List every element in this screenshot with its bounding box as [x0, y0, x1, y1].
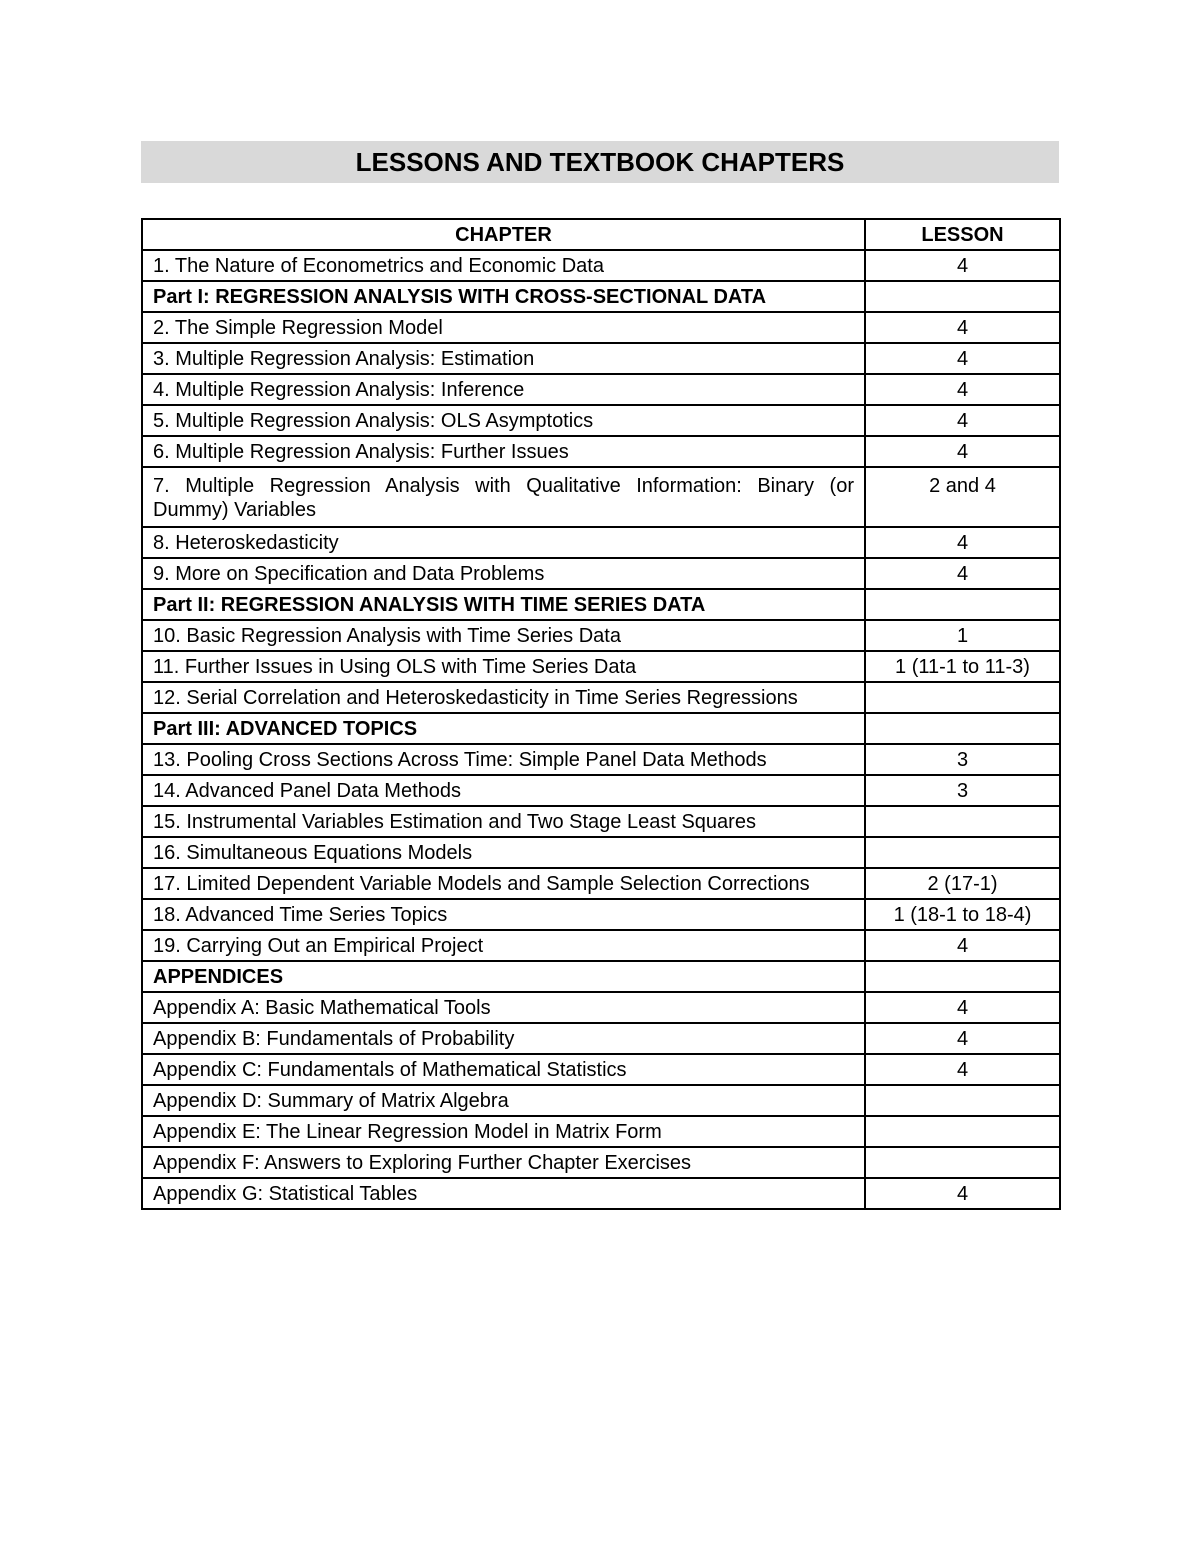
lesson-value — [865, 281, 1060, 312]
table-row — [142, 992, 1060, 1023]
section-header-row — [142, 281, 1060, 312]
lesson-value: 1 (18-1 to 18-4) — [865, 899, 1060, 930]
section-title: Part I: REGRESSION ANALYSIS WITH CROSS-SECTIONAL DATA — [142, 281, 865, 312]
table-body — [142, 250, 1060, 1209]
chapter-title: 14. Advanced Panel Data Methods — [142, 775, 865, 806]
chapter-title: Appendix A: Basic Mathematical Tools — [142, 992, 865, 1023]
table-row — [142, 1054, 1060, 1085]
table-row — [142, 467, 1060, 527]
lesson-value: 4 — [865, 1178, 1060, 1209]
lesson-value: 4 — [865, 343, 1060, 374]
title-bar — [141, 141, 1059, 183]
lesson-value: 4 — [865, 405, 1060, 436]
section-header-row — [142, 589, 1060, 620]
table-row — [142, 312, 1060, 343]
lesson-value: 1 (11-1 to 11-3) — [865, 651, 1060, 682]
lesson-value — [865, 589, 1060, 620]
chapter-title: 16. Simultaneous Equations Models — [142, 837, 865, 868]
lesson-value: 4 — [865, 527, 1060, 558]
lesson-value: 4 — [865, 250, 1060, 281]
chapter-title: 15. Instrumental Variables Estimation and Two Stage Least Squares — [142, 806, 865, 837]
table-row — [142, 436, 1060, 467]
table-row — [142, 651, 1060, 682]
table-row — [142, 744, 1060, 775]
table-row — [142, 837, 1060, 868]
chapter-title: 4. Multiple Regression Analysis: Inference — [142, 374, 865, 405]
table-row — [142, 1023, 1060, 1054]
table-row — [142, 1178, 1060, 1209]
section-title: Part II: REGRESSION ANALYSIS WITH TIME SERIES DATA — [142, 589, 865, 620]
section-title: Part III: ADVANCED TOPICS — [142, 713, 865, 744]
chapter-title: 8. Heteroskedasticity — [142, 527, 865, 558]
lesson-value: 4 — [865, 930, 1060, 961]
chapter-title: Appendix C: Fundamentals of Mathematical Statistics — [142, 1054, 865, 1085]
lesson-value — [865, 682, 1060, 713]
chapter-title: 1. The Nature of Econometrics and Economic Data — [142, 250, 865, 281]
chapter-title: Appendix F: Answers to Exploring Further Chapter Exercises — [142, 1147, 865, 1178]
chapter-title: 9. More on Specification and Data Problems — [142, 558, 865, 589]
lesson-value: 4 — [865, 436, 1060, 467]
chapter-title: 2. The Simple Regression Model — [142, 312, 865, 343]
lesson-value: 2 and 4 — [865, 467, 1060, 527]
chapter-title: 13. Pooling Cross Sections Across Time: Simple Panel Data Methods — [142, 744, 865, 775]
chapter-title: 11. Further Issues in Using OLS with Time Series Data — [142, 651, 865, 682]
lesson-value — [865, 806, 1060, 837]
lesson-value: 4 — [865, 558, 1060, 589]
chapter-title: 18. Advanced Time Series Topics — [142, 899, 865, 930]
table-row — [142, 527, 1060, 558]
chapters-table — [141, 218, 1061, 1210]
chapter-title: 3. Multiple Regression Analysis: Estimation — [142, 343, 865, 374]
lesson-value — [865, 713, 1060, 744]
table-row — [142, 374, 1060, 405]
lesson-value: 4 — [865, 312, 1060, 343]
lesson-value — [865, 1147, 1060, 1178]
lesson-value: 3 — [865, 775, 1060, 806]
table-row — [142, 405, 1060, 436]
table-header-row — [142, 219, 1060, 250]
chapter-title: Appendix E: The Linear Regression Model in Matrix Form — [142, 1116, 865, 1147]
page-title: LESSONS AND TEXTBOOK CHAPTERS — [355, 146, 845, 177]
table-row — [142, 682, 1060, 713]
chapter-title: 10. Basic Regression Analysis with Time Series Data — [142, 620, 865, 651]
lesson-value: 4 — [865, 374, 1060, 405]
lesson-value — [865, 837, 1060, 868]
table-row — [142, 868, 1060, 899]
lesson-value — [865, 1116, 1060, 1147]
table-row — [142, 343, 1060, 374]
section-title: APPENDICES — [142, 961, 865, 992]
lesson-value: 3 — [865, 744, 1060, 775]
chapter-title: 6. Multiple Regression Analysis: Further Issues — [142, 436, 865, 467]
table-row — [142, 620, 1060, 651]
lesson-value: 1 — [865, 620, 1060, 651]
table-row — [142, 899, 1060, 930]
table-row — [142, 930, 1060, 961]
chapter-title: 5. Multiple Regression Analysis: OLS Asymptotics — [142, 405, 865, 436]
lesson-value: 4 — [865, 1023, 1060, 1054]
lesson-value: 4 — [865, 1054, 1060, 1085]
chapter-title: 12. Serial Correlation and Heteroskedasticity in Time Series Regressions — [142, 682, 865, 713]
chapter-title: 7. Multiple Regression Analysis with Qualitative Information: Binary (or Dummy) Variables — [142, 467, 865, 527]
table-row — [142, 775, 1060, 806]
table-row — [142, 1116, 1060, 1147]
lesson-value: 2 (17-1) — [865, 868, 1060, 899]
section-header-row — [142, 713, 1060, 744]
table-row — [142, 1085, 1060, 1116]
chapter-title: Appendix G: Statistical Tables — [142, 1178, 865, 1209]
lesson-value: 4 — [865, 992, 1060, 1023]
chapter-title: 17. Limited Dependent Variable Models and Sample Selection Corrections — [142, 868, 865, 899]
table-row — [142, 250, 1060, 281]
chapter-title: 19. Carrying Out an Empirical Project — [142, 930, 865, 961]
lesson-value — [865, 1085, 1060, 1116]
table-row — [142, 1147, 1060, 1178]
table-row — [142, 806, 1060, 837]
chapter-title: Appendix B: Fundamentals of Probability — [142, 1023, 865, 1054]
chapter-title: Appendix D: Summary of Matrix Algebra — [142, 1085, 865, 1116]
chapter-column-header: CHAPTER — [142, 219, 865, 250]
table-row — [142, 558, 1060, 589]
lesson-column-header: LESSON — [865, 219, 1060, 250]
lesson-value — [865, 961, 1060, 992]
section-header-row — [142, 961, 1060, 992]
